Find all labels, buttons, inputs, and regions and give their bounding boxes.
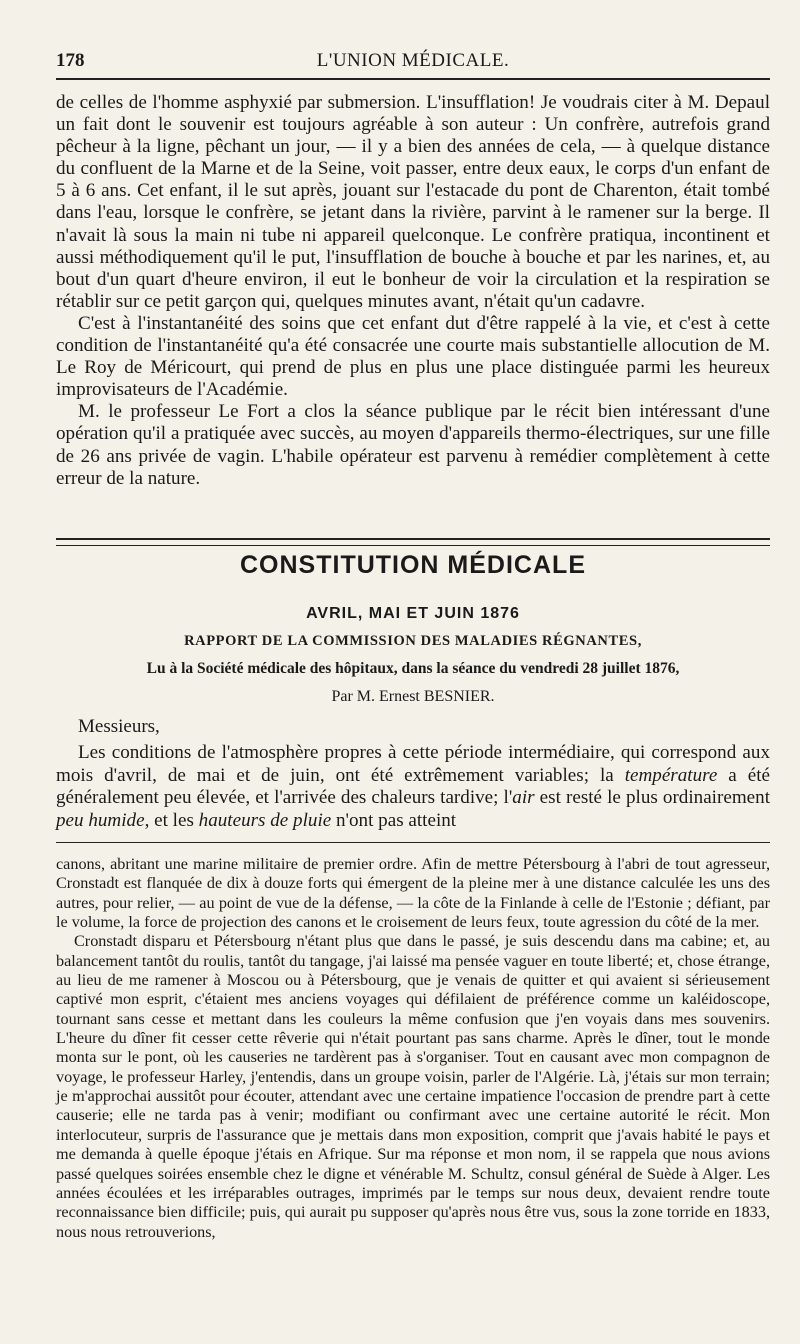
italic-term: température xyxy=(624,764,718,786)
double-divider xyxy=(56,538,770,546)
report-title: RAPPORT DE LA COMMISSION DES MALADIES RÉGNANTES, xyxy=(184,633,642,649)
page-number: 178 xyxy=(56,50,85,71)
text-run: Les conditions de l'atmosphère propres à cette période intermédiaire, qui correspond aux mois d'avril, de mai et de juin, ont été extrêmement variables; la xyxy=(56,742,770,786)
feuilleton xyxy=(56,855,770,1242)
report-read-at: Lu à la Société médicale des hôpitaux, dans la séance du vendredi 28 juillet 1876, xyxy=(146,660,680,677)
text-run: a été généralement peu élevée, et l'arrivée des chaleurs tardive; l' xyxy=(56,764,771,808)
section-period: AVRIL, MAI ET JUIN 1876 xyxy=(306,605,520,622)
paragraph: Cronstadt disparu et Pétersbourg n'étant plus que dans le passé, je suis descendu dans ma cabine; et, au balancement tantôt du roulis, tantôt du tangage, j'ai laissé ma pensée vaguer en toute liberté; et, chose étrange, au lieu de me ramener à Moscou ou à Pétersbourg, que je venais de quitter et qui avaient si sérieusement captivé mon esprit, c'étaient mes anciens voyages qui défilaient de préférence comme un kaléidoscope, tournant sans cesse et mettant dans les couleurs la même confusion que j'en voyais dans mes souvenirs. L'heure du dîner fit cesser cette rêverie qui n'était pourtant pas sans charme. Après le dîner, tout le monde monta sur le pont, où les causeries ne tardèrent pas à s'organiser. Tout en causant avec mon compagnon de voyage, le professeur Harley, j'entendis, dans un groupe voisin, parler de l'Algérie. Là, j'étais sur mon terrain; je m'approchai aussitôt pour écouter, attendant avec une certaine impatience l'occasion de prendre part à cette causerie; elle ne tarda pas à venir; modifiant ou confirmant avec une certaine autorité le récit. Mon interlocuteur, surpris de l'assurance que je mettais dans mon exposition, comprit que j'avais habité le pays et me demanda à quelle époque j'étais en Afrique. Sur ma réponse et mon nom, il se rappela que nous avions passé quelques soirées ensemble chez le digne et vénérable M. Schultz, consul général de Suède à Alger. Les années écoulées et les irréparables outrages, imprimés par le temps sur nous deux, devaient rendre toute reconnaissance bien difficile; puis, qui aurait pu supposer qu'après nous être vus, sous la zone torride en 1833, nous nous retrouverions, xyxy=(56,932,770,1241)
journal-title: L'UNION MÉDICALE. xyxy=(316,50,510,71)
report-author: Par M. Ernest BESNIER. xyxy=(331,688,495,705)
section-title: CONSTITUTION MÉDICALE xyxy=(240,551,586,579)
page-header xyxy=(56,44,770,80)
paragraph: de celles de l'homme asphyxié par submersion. L'insufflation! Je voudrais citer à M. Depaul un fait dont le souvenir est toujours agréable à son auteur : Un confrère, autrefois grand pêcheur à la ligne, pêchant un jour, — il y a bien des années de cela, — à quelque distance du confluent de la Marne et de la Seine, voit passer, entre deux eaux, le corps d'un enfant de 5 à 6 ans. Cet enfant, il le sut après, jouant sur l'estacade du pont de Charenton, était tombé dans l'eau, lorsque le confrère, se jetant dans la rivière, parvint à le ramener sur la berge. Il n'avait là sous la main ni tube ni appareil quelconque. Le confrère pratiqua, incontinent et aussi méthodiquement qu'il le put, l'insufflation de bouche à bouche et par les narines, et, au bout d'un quart d'heure environ, il eut le bonheur de voir la circulation et la respiration se rétablir sur ce petit garçon qui, quelques minutes avant, n'était qu'un cadavre. xyxy=(56,92,770,312)
text-run: n'ont pas atteint xyxy=(331,809,457,831)
text-run: , et les xyxy=(144,809,199,831)
feuilleton-divider xyxy=(56,842,770,843)
paragraph: M. le professeur Le Fort a clos la séance publique par le récit bien intéressant d'une opération qu'il a pratiquée avec succès, au moyen d'appareils thermo-électriques, sur une fille de 26 ans privée de vagin. L'habile opérateur est parvenu à remédier complètement à cette erreur de la nature. xyxy=(56,401,770,489)
italic-term: air xyxy=(512,787,535,808)
italic-term: hauteurs de pluie xyxy=(198,809,332,831)
article-continuation xyxy=(56,92,770,490)
report-lead xyxy=(56,742,770,832)
salutation: Messieurs, xyxy=(78,716,160,737)
paragraph: canons, abritant une marine militaire de premier ordre. Afin de mettre Pétersbourg à l'abri de tout agresseur, Cronstadt est flanquée de dix à douze forts qui émergent de la pleine mer à une distance calculée les uns des autres, pour relier, — au point de vue de la défense, — la côte de la Finlande à celle de l'Estonie ; défiant, par le volume, la force de projection des canons et le croisement de leurs feux, toute agression du côté de la mer. xyxy=(56,855,770,932)
text-run: est resté le plus ordinairement xyxy=(534,787,770,808)
paragraph: C'est à l'instantanéité des soins que cet enfant dut d'être rappelé à la vie, et c'est à cette condition de l'instantanéité qu'a été consacrée une courte mais substantielle allocution de M. Le Roy de Méricourt, qui prend de plus en plus une place distinguée parmi les heureux improvisateurs de l'Académie. xyxy=(56,312,770,401)
italic-term: peu humide xyxy=(56,809,145,831)
paragraph xyxy=(56,742,770,832)
